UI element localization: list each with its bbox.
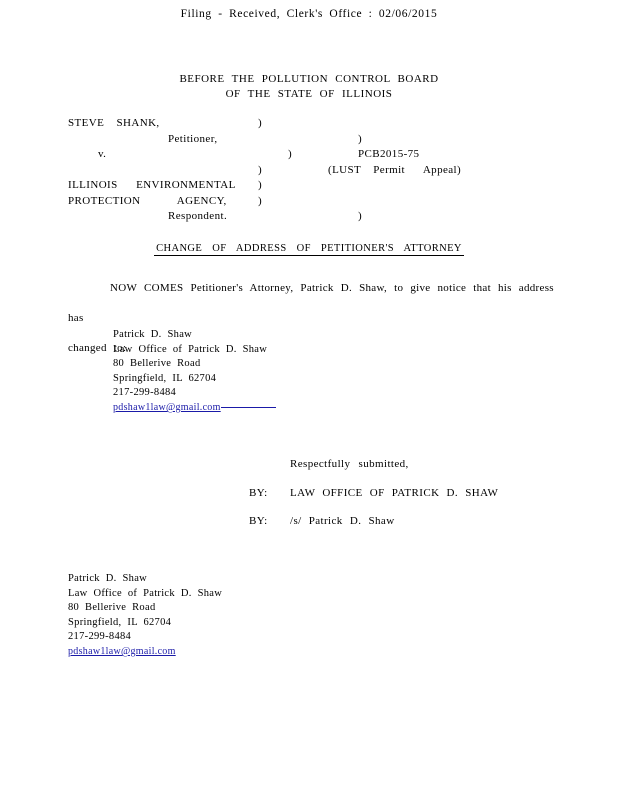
attorney-email-link[interactable]: pdshaw1law@gmail.com xyxy=(113,401,221,413)
caption-header xyxy=(0,72,618,102)
document-title-text: CHANGE OF ADDRESS OF PETITIONER'S ATTORNEY xyxy=(156,243,462,254)
signature-name-line xyxy=(249,515,395,527)
attorney-phone: 217-299-8484 xyxy=(113,387,177,399)
filing-stamp: Filing - Received, Clerk's Office : 02/06/2015 xyxy=(180,8,438,20)
attorney-name: Patrick D. Shaw xyxy=(113,329,193,340)
caption-paren: ) xyxy=(358,132,363,145)
attorney-city-state-zip: Springfield, IL 62704 xyxy=(113,372,217,384)
footer-name: Patrick D. Shaw xyxy=(68,573,148,584)
caption-party: PROTECTION AGENCY, xyxy=(68,194,227,207)
caption-row xyxy=(68,132,558,148)
respectfully-submitted: Respectfully submitted, xyxy=(290,458,409,470)
caption-party: ILLINOIS ENVIRONMENTAL xyxy=(68,179,236,191)
caption-paren: ) xyxy=(258,179,263,191)
body-line-2: changed to: xyxy=(68,342,127,354)
by-label-1: BY: xyxy=(249,487,268,499)
footer-address-block xyxy=(68,572,222,660)
footer-email-link[interactable]: pdshaw1law@gmail.com xyxy=(68,645,176,657)
case-caption xyxy=(68,116,558,225)
caption-case-number: PCB2015-75 xyxy=(358,148,420,160)
caption-row xyxy=(68,116,558,132)
caption-paren: ) xyxy=(258,117,263,129)
caption-paren: ) xyxy=(258,194,263,207)
caption-paren: ) xyxy=(258,163,263,176)
caption-party: v. xyxy=(98,148,107,160)
footer-firm: Law Office of Patrick D. Shaw xyxy=(68,587,223,599)
footer-phone: 217-299-8484 xyxy=(68,631,132,643)
caption-row xyxy=(68,147,558,163)
caption-row xyxy=(68,209,558,225)
body-line-1: NOW COMES Petitioner's Attorney, Patrick D. Shaw, to give notice that his address has xyxy=(68,282,554,324)
footer-email-line xyxy=(68,645,222,660)
attorney-street: 80 Bellerive Road xyxy=(113,358,201,370)
caption-row xyxy=(68,194,558,210)
caption-header-line-2: OF THE STATE OF ILLINOIS xyxy=(225,88,393,100)
signature-firm-line xyxy=(249,487,498,499)
caption-party: STEVE SHANK, xyxy=(68,117,160,129)
attorney-email-line xyxy=(113,401,276,416)
attorney-address-block xyxy=(113,328,276,416)
footer-street: 80 Bellerive Road xyxy=(68,602,156,614)
footer-city-state-zip: Springfield, IL 62704 xyxy=(68,616,172,628)
caption-row xyxy=(68,178,558,194)
caption-paren: ) xyxy=(288,148,293,160)
signature-firm-text: LAW OFFICE OF PATRICK D. SHAW xyxy=(290,487,499,499)
caption-party: Respondent. xyxy=(168,210,228,222)
document-title xyxy=(0,243,618,254)
caption-paren: ) xyxy=(358,210,363,222)
caption-party: Petitioner, xyxy=(168,132,218,145)
caption-case-type: (LUST Permit Appeal) xyxy=(328,163,462,176)
signature-text: /s/ Patrick D. Shaw xyxy=(290,515,395,527)
by-label-2: BY: xyxy=(249,515,268,527)
caption-row xyxy=(68,163,558,179)
caption-header-line-1: BEFORE THE POLLUTION CONTROL BOARD xyxy=(179,73,439,85)
email-underline-extension xyxy=(221,407,276,408)
attorney-firm: Law Office of Patrick D. Shaw xyxy=(113,343,268,355)
